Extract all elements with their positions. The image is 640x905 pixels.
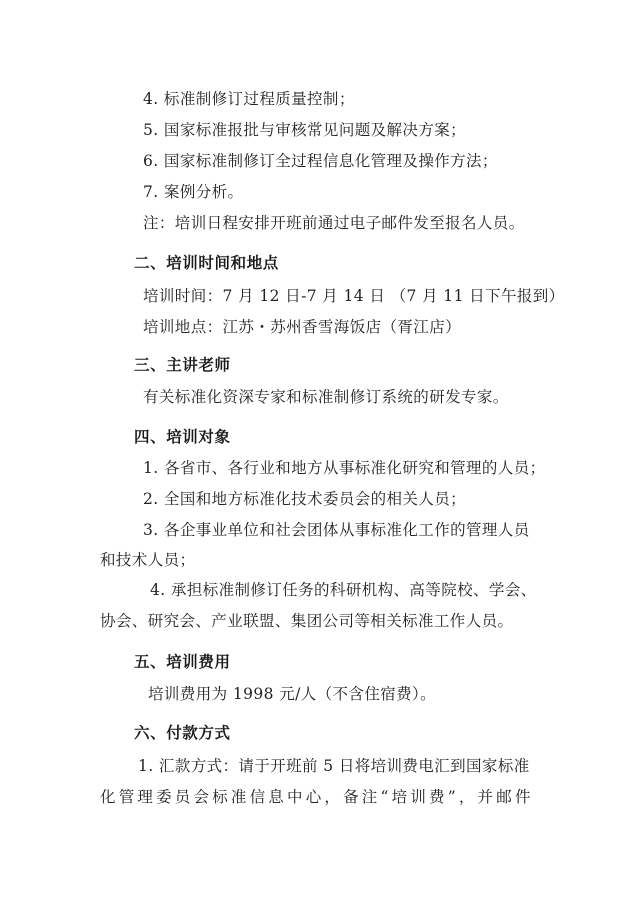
section-heading-payment: 六、付款方式 xyxy=(134,724,231,742)
content-item-5: 5. 国家标准报批与审核常见问题及解决方案； xyxy=(143,121,467,139)
section-heading-time-place: 二、培训时间和地点 xyxy=(134,254,279,272)
fee-text: 培训费用为 1998 元/人（不含住宿费）。 xyxy=(148,685,437,703)
content-item-4: 4. 标准制修订过程质量控制； xyxy=(143,90,355,108)
schedule-note: 注：培训日程安排开班前通过电子邮件发至报名人员。 xyxy=(143,214,525,232)
training-place: 培训地点：江苏・苏州香雪海饭店（胥江店） xyxy=(143,318,462,336)
audience-item-4-line-1: 4. 承担标准制修订任务的科研机构、高等院校、学会、 xyxy=(150,581,537,599)
audience-item-3-line-2: 和技术人员； xyxy=(100,551,196,569)
audience-item-1: 1. 各省市、各行业和地方从事标准化研究和管理的人员； xyxy=(143,459,546,477)
section-heading-audience: 四、培训对象 xyxy=(134,428,231,446)
section-heading-fee: 五、培训费用 xyxy=(134,653,231,671)
payment-line-1: 1. 汇款方式：请于开班前 5 日将培训费电汇到国家标准 xyxy=(138,757,530,775)
audience-item-3-line-1: 3. 各企事业单位和社会团体从事标准化工作的管理人员 xyxy=(143,521,530,539)
lecturers-text: 有关标准化资深专家和标准制修订系统的研发专家。 xyxy=(143,388,509,406)
payment-line-2: 化管理委员会标准信息中心，备注“培训费”，并邮件 xyxy=(100,788,534,806)
content-item-6: 6. 国家标准制修订全过程信息化管理及操作方法； xyxy=(143,152,498,170)
content-item-7: 7. 案例分析。 xyxy=(143,183,244,201)
audience-item-2: 2. 全国和地方标准化技术委员会的相关人员； xyxy=(143,490,467,508)
section-heading-lecturers: 三、主讲老师 xyxy=(134,356,231,374)
training-time: 培训时间：7 月 12 日-7 月 14 日 （7 月 11 日下午报到） xyxy=(143,287,565,305)
audience-item-4-line-2: 协会、研究会、产业联盟、集团公司等相关标准工作人员。 xyxy=(100,612,514,630)
